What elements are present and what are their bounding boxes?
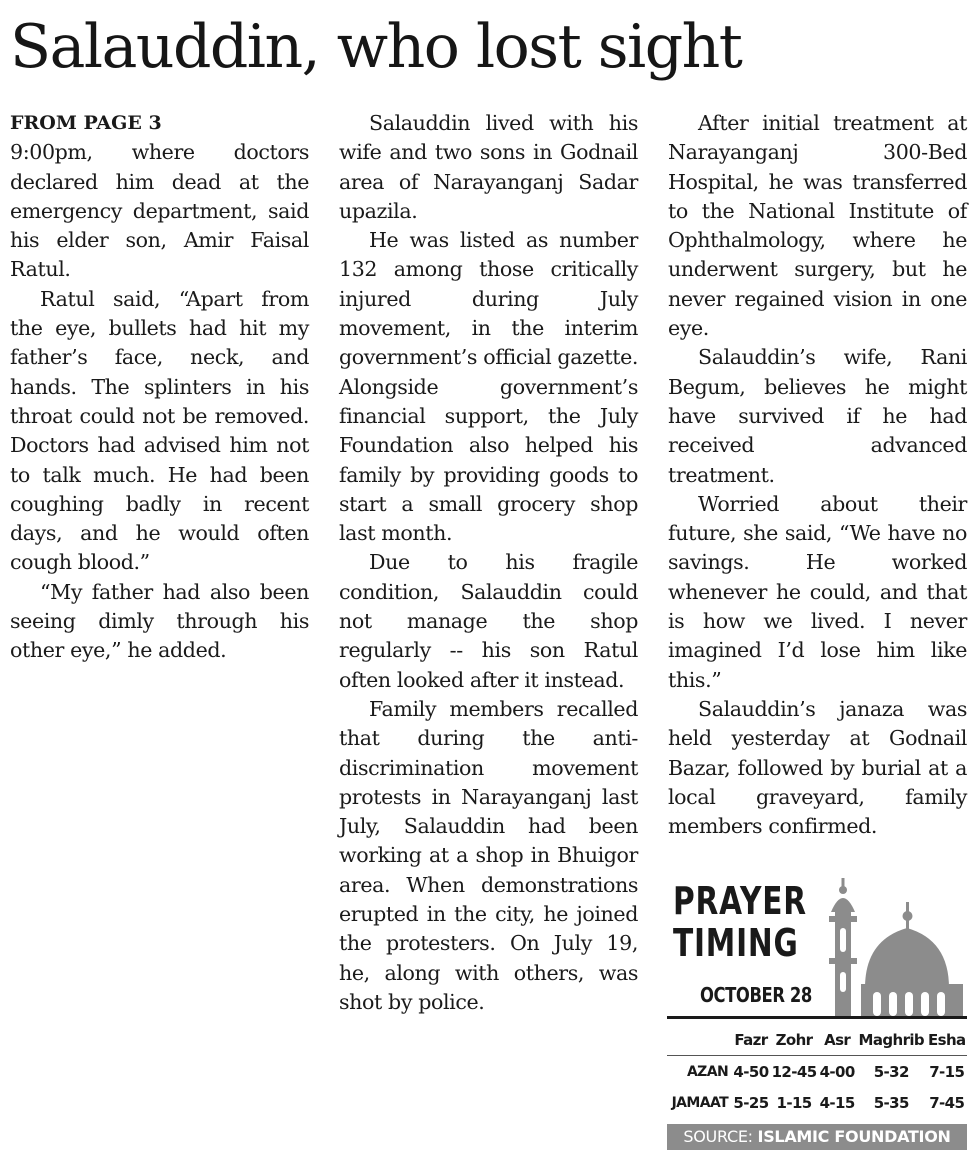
column-3-paragraph-3: Worried about their future, she said, “We have no savings. He worked whenever he could, and that is how we lived. I never imagined I’d lose him like this.” (668, 491, 967, 692)
source-bar (667, 1124, 967, 1150)
source-label: SOURCE: (683, 1127, 753, 1146)
time-cell: 7-15 (927, 1056, 967, 1088)
prayer-title-line-1: PRAYER (673, 879, 807, 923)
prayer-timing-box (667, 870, 967, 1156)
table-row (667, 1056, 967, 1088)
time-cell: 4-00 (818, 1056, 856, 1088)
column-header: Esha (927, 1030, 966, 1049)
column-header: Maghrib (858, 1030, 925, 1049)
prayer-date: OCTOBER 28 (700, 983, 812, 1007)
article-column-1 (10, 109, 309, 666)
column-header: Zohr (775, 1030, 813, 1049)
table-row (667, 1087, 967, 1118)
column-3-paragraph-1: After initial treatment at Narayanganj 300-Bed Hospital, he was transferred to the National Institute of Ophthalmology, where he underwent surgery, but he never regained vision in one eye. (668, 111, 967, 341)
column-2-paragraph-4: Family members recalled that during the anti-discrimination movement protests in Narayanganj last July, Salauddin had been working at a shop in Bhuigor area. When demonstrations erupted in the city, he joined the protesters. On July 19, he, along with others, was shot by police. (339, 696, 638, 1014)
time-cell: 4-15 (819, 1093, 855, 1112)
column-2-paragraph-3: Due to his fragile condition, Salauddin could not manage the shop regularly -- his son Ratul often looked after it instead. (339, 550, 638, 692)
prayer-times-table (667, 1024, 967, 1118)
row-label: JAMAAT (671, 1094, 729, 1111)
headline: Salauddin, who lost sight (10, 12, 742, 82)
column-header: Asr (824, 1030, 851, 1049)
column-header: Fazr (734, 1030, 768, 1049)
time-cell: 5-25 (733, 1093, 769, 1112)
prayer-timing-title (673, 880, 807, 964)
table-header-row (667, 1024, 967, 1056)
time-cell: 5-35 (873, 1093, 909, 1112)
article-column-3 (668, 109, 967, 841)
source-name: ISLAMIC FOUNDATION (757, 1127, 951, 1146)
paragraph-text: 9:00pm, where doctors declared him dead at the emergency department, said his elder son, Amir Faisal Ratul. (10, 140, 309, 282)
column-3-paragraph-4: Salauddin’s janaza was held yesterday at Godnail Bazar, followed by burial at a local graveyard, family members confirmed. (668, 696, 967, 839)
time-cell: 1-15 (776, 1093, 812, 1112)
prayer-divider (667, 1016, 967, 1019)
table-corner (667, 1024, 732, 1056)
column-1-paragraph-2: Ratul said, “Apart from the eye, bullets had hit my father’s face, neck, and hands. The splinters in his throat could not be removed. Doctors had advised him not to talk much. He had been coughing badly in recent days, and he would often cough blood.” (10, 286, 309, 575)
column-2-paragraph-1: Salauddin lived with his wife and two sons in Godnail area of Narayanganj Sadar upazila. (339, 111, 638, 223)
column-1-paragraph-1 (10, 109, 309, 285)
article-column-2 (339, 109, 638, 1017)
time-cell: 5-32 (856, 1056, 927, 1088)
column-3-paragraph-2: Salauddin’s wife, Rani Begum, believes he might have survived if he had received advanced treatment. (668, 345, 967, 487)
column-2-paragraph-2: He was listed as number 132 among those critically injured during July movement, in the interim government’s official gazette. Alongside government’s financial support, the July Foundation also helped his family by providing goods to start a small grocery shop last month. (339, 228, 638, 546)
row-label: AZAN (667, 1056, 732, 1088)
time-cell: 4-50 (732, 1056, 770, 1088)
column-1-paragraph-3: “My father had also been seeing dimly through his other eye,” he added. (10, 579, 309, 663)
prayer-title-line-2: TIMING (673, 921, 799, 965)
continued-from-kicker: FROM PAGE 3 (10, 112, 162, 134)
mosque-icon (825, 876, 967, 1016)
time-cell: 12-45 (770, 1056, 818, 1088)
time-cell: 7-45 (929, 1093, 965, 1112)
